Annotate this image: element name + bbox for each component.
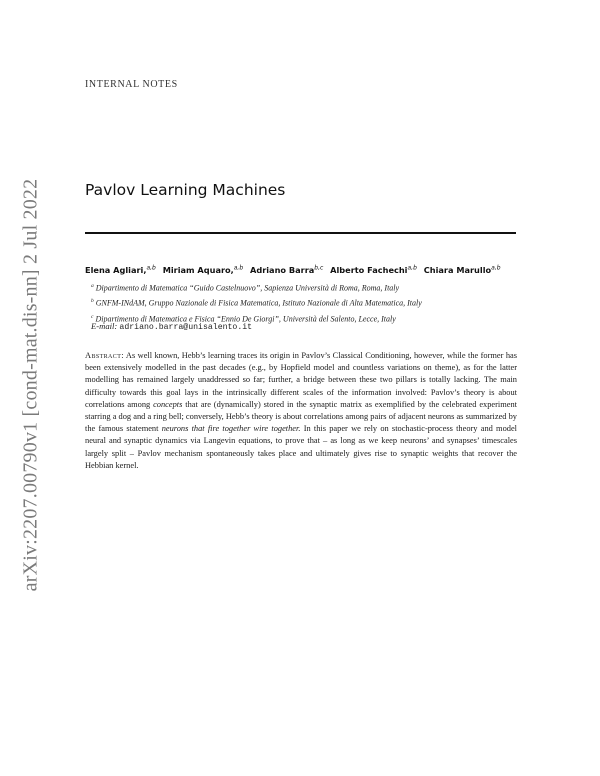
author-affiliation-marks: a,b	[407, 264, 417, 271]
abstract-text: As well known, Hebb’s learning traces its origin in Pavlov’s Classical Conditioning, however, while the former has been extensively modelled in the past decades (e.g., by Hopfield model and countless variations on theme), as for the latter modelling has remained largely unaddressed so far; further, a bridge between these two pillars is totally lacking. The main difficulty towards this goal lays in the intrinsically different scales of the information involved: Pavlov’s theory is about correlations among	[85, 351, 517, 409]
arxiv-identifier: arXiv:2207.00790v1 [cond-mat.dis-nn] 2 Jul 2022	[19, 178, 42, 592]
affiliation-mark: c	[91, 313, 94, 320]
affiliation-text: Dipartimento di Matematica e Fisica “Ennio De Giorgi”, Università del Salento, Lecce, Italy	[95, 314, 396, 324]
title-divider	[85, 232, 516, 234]
author	[424, 265, 501, 275]
author-affiliation-marks: a,b	[233, 264, 244, 271]
author-name: Adriano Barra	[250, 264, 315, 275]
author	[330, 265, 417, 275]
affiliation-text: Dipartimento di Matematica “Guido Castelnuovo”, Sapienza Università di Roma, Roma, Italy	[95, 283, 400, 293]
abstract-emphasis: concepts	[153, 399, 183, 409]
paper-title: Pavlov Learning Machines	[85, 181, 286, 199]
author-affiliation-marks: a,b	[146, 264, 156, 271]
abstract-text: that are (dynamically) stored in the synaptic matrix as exemplified by the celebrated experiment starring a dog and a ring bell; conversely, Hebb’s theory is about correlations among pairs of adjacent neurons as summarized by the famous statement	[85, 399, 517, 434]
affiliation-list	[91, 280, 521, 326]
affiliation-mark: b	[91, 298, 94, 305]
affiliation-text: GNFM-INdAM, Gruppo Nazionale di Fisica Matematica, Istituto Nazionale di Alta Matematica, Italy	[95, 298, 422, 308]
author-affiliation-marks: a,b	[491, 264, 501, 271]
email-label: E-mail:	[91, 321, 118, 331]
affiliation	[91, 280, 521, 295]
abstract	[85, 350, 517, 472]
abstract-text: In this paper we rely on stochastic-process theory and model neural and synaptic dynamics via Langevin equations, to prove that – as long as we keep neurons’ and synapses’ timescales largely split – Pavlov mechanism spontaneously takes place and ultimately gives rise to synaptic weights that recover the Hebbian kernel.	[85, 424, 517, 470]
author-list	[85, 264, 525, 275]
author-name: Elena Agliari,	[85, 264, 147, 275]
author-affiliation-marks: b,c	[314, 264, 324, 271]
author-name: Miriam Aquaro,	[162, 264, 234, 275]
author	[250, 265, 323, 275]
author-name: Alberto Fachechi	[330, 264, 408, 275]
affiliation	[91, 295, 521, 310]
abstract-label: Abstract:	[85, 351, 124, 360]
author-name: Chiara Marullo	[423, 264, 492, 275]
author	[85, 265, 156, 275]
abstract-emphasis: neurons that fire together wire together.	[161, 424, 301, 434]
contact-email	[91, 321, 252, 332]
email-link[interactable]: adriano.barra@unisalento.it	[119, 323, 253, 332]
header-label: INTERNAL NOTES	[85, 79, 178, 90]
affiliation-mark: a	[91, 283, 94, 289]
author	[163, 265, 243, 275]
arxiv-sidebar	[14, 0, 48, 776]
